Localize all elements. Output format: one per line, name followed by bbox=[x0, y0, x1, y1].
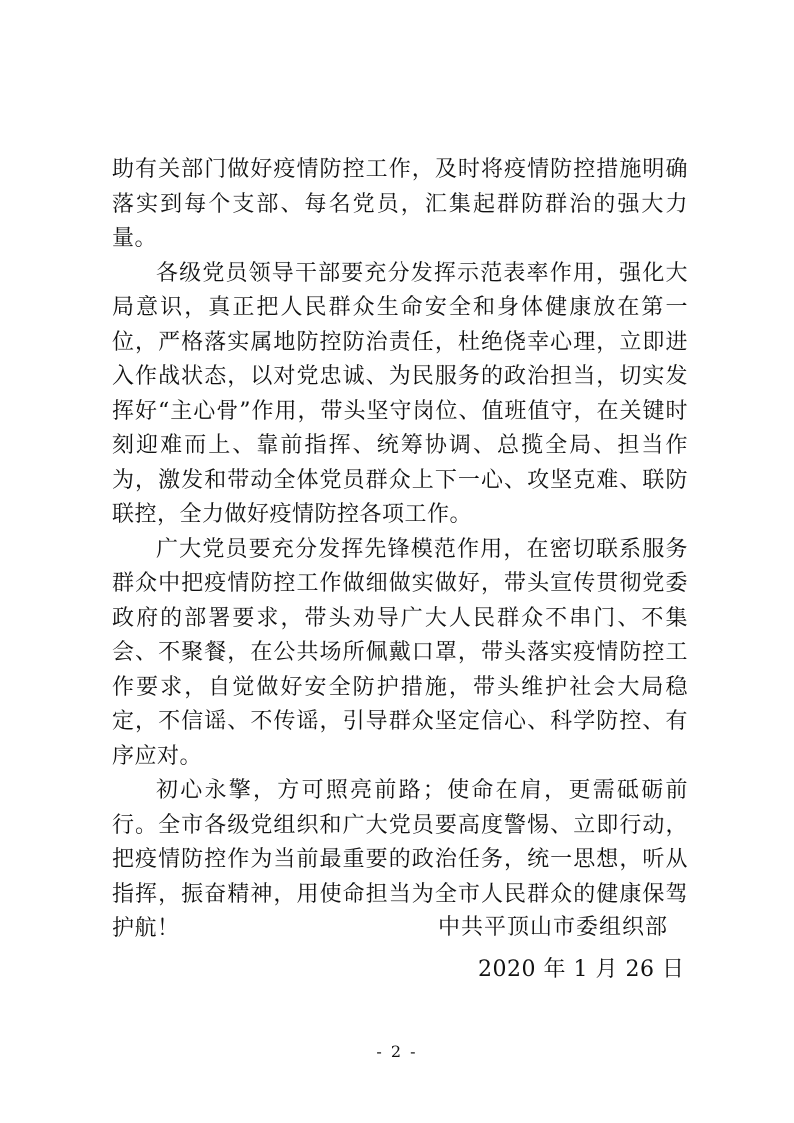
paragraph-continuation: 助有关部门做好疫情防控工作，及时将疫情防控措施明确落实到每个支部、每名党员，汇集起群防群治的强大力量。 bbox=[112, 157, 688, 251]
page-number: - 2 - bbox=[376, 1042, 418, 1061]
paragraph-conclusion: 初心永擎，方可照亮前路；使命在肩，更需砥砺前行。全市各级党组织和广大党员要高度警惕、立即行动，把疫情防控作为当前最重要的政治任务，统一思想，听从指挥，振奋精神，用使命担当为全市人民群众的健康保驾护航！ bbox=[112, 778, 688, 941]
signature-date: 2020 年 1 月 26 日 bbox=[478, 957, 685, 982]
paragraph-party-members: 广大党员要充分发挥先锋模范作用，在密切联系服务群众中把疫情防控工作做细做实做好，带头宣传贯彻党委政府的部署要求，带头劝导广大人民群众不串门、不集会、不聚餐，在公共场所佩戴口罩，带头落实疫情防控工作要求，自觉做好安全防护措施，带头维护社会大局稳定，不信谣、不传谣，引导群众坚定信心、科学防控、有序应对。 bbox=[112, 536, 688, 769]
paragraph-leaders: 各级党员领导干部要充分发挥示范表率作用，强化大局意识，真正把人民群众生命安全和身体健康放在第一位，严格落实属地防控防治责任，杜绝侥幸心理，立即进入作战状态，以对党忠诚、为民服务的政治担当，切实发挥好“主心骨”作用，带头坚守岗位、值班值守，在关键时刻迎难而上、靠前指挥、统筹协调、总揽全局、担当作为，激发和带动全体党员群众上下一心、攻坚克难、联防联控，全力做好疫情防控各项工作。 bbox=[112, 260, 688, 527]
document-body bbox=[112, 153, 688, 947]
signature-organization: 中共平顶山市委组织部 bbox=[438, 915, 669, 940]
